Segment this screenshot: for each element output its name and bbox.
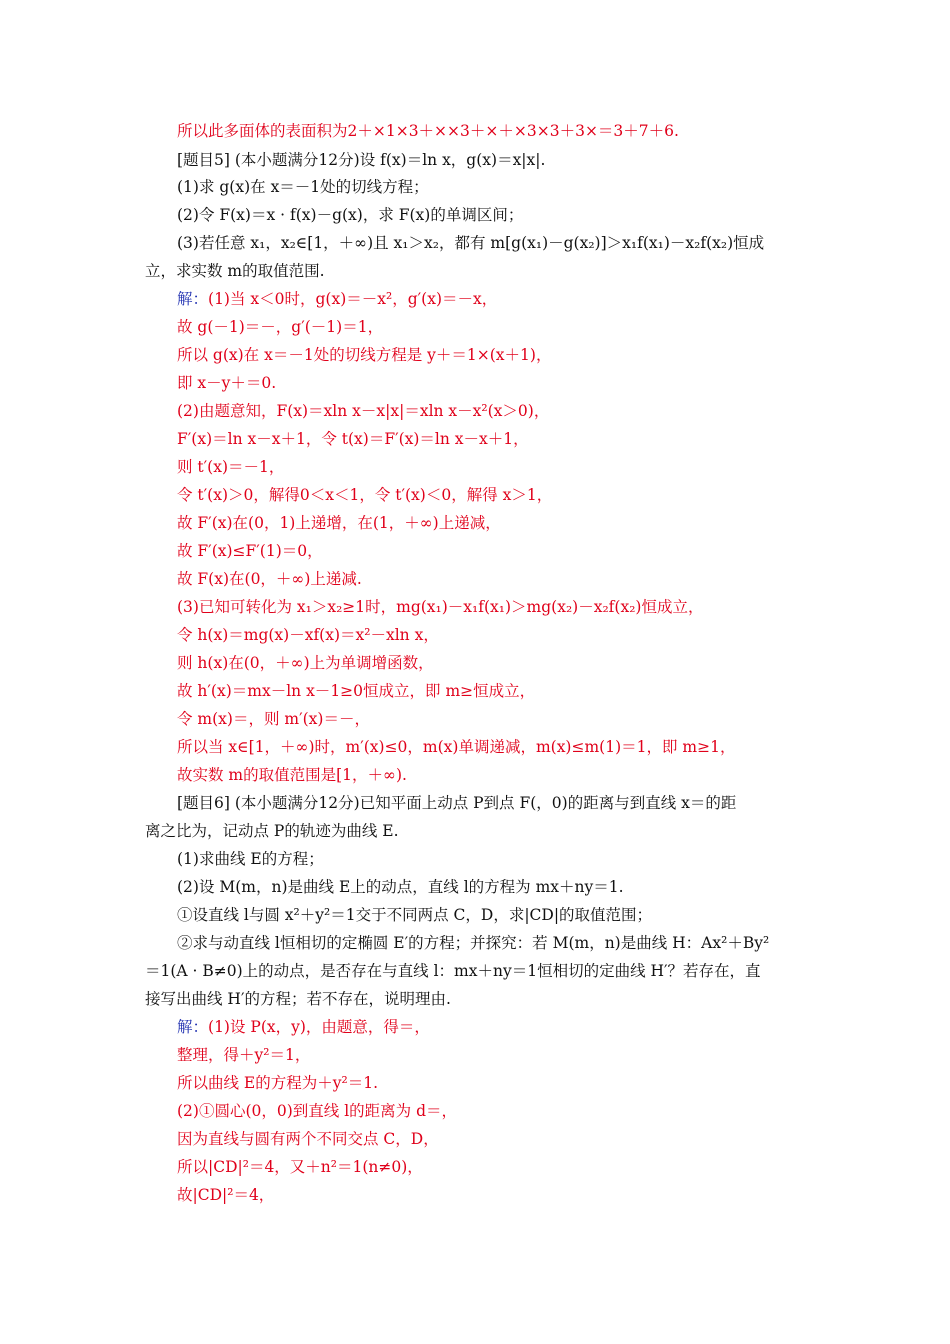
text-line: ①设直线 l与圆 x²＋y²＝1交于不同两点 C，D，求|CD|的取值范围； (177, 906, 653, 924)
text-line: (2)令 F(x)＝x · f(x)－g(x)，求 F(x)的单调区间； (177, 206, 524, 224)
text-line: 故 F′(x)在(0，1)上递增，在(1，＋∞)上递减， (177, 514, 501, 532)
text-line: 所以曲线 E的方程为＋y²＝1. (177, 1074, 379, 1092)
solution-text: (1)当 x＜0时，g(x)＝－x²，g′(x)＝－x， (208, 290, 498, 308)
text-line: 故|CD|²＝4， (177, 1186, 275, 1204)
text-line: (2)①圆心(0，0)到直线 l的距离为 d＝， (177, 1102, 458, 1120)
text-line: (3)若任意 x₁，x₂∈[1，＋∞)且 x₁＞x₂，都有 m[g(x₁)－g(x₂)]＞x₁f(x₁)－x₂f(x₂)恒成 (177, 234, 765, 252)
text-line: 令 t′(x)＞0，解得0＜x＜1，令 t′(x)＜0，解得 x＞1， (177, 486, 553, 504)
text-line: (2)设 M(m，n)是曲线 E上的动点，直线 l的方程为 mx＋ny＝1. (177, 878, 624, 896)
text-line: 故 g(－1)＝－，g′(－1)＝1， (177, 318, 384, 336)
problem-5-heading: [题目5] (本小题满分12分)设 f(x)＝ln x，g(x)＝x|x|. (177, 151, 546, 169)
text-line: 故实数 m的取值范围是[1，＋∞). (177, 766, 407, 784)
text-line: 离之比为，记动点 P的轨迹为曲线 E. (145, 822, 399, 840)
text-line: 整理，得＋y²＝1， (177, 1046, 311, 1064)
text-line: F′(x)＝ln x－x＋1，令 t(x)＝F′(x)＝ln x－x＋1， (177, 430, 529, 448)
text-line: 立，求实数 m的取值范围. (145, 262, 325, 280)
text-line: 所以|CD|²＝4，又＋n²＝1(n≠0)， (177, 1158, 423, 1176)
text-line: (3)已知可转化为 x₁＞x₂≥1时，mg(x₁)－x₁f(x₁)＞mg(x₂)－x₂f(x₂)恒成立， (177, 598, 704, 616)
text-line: 令 h(x)＝mg(x)－xf(x)＝x²－xln x， (177, 626, 439, 644)
text-line: 则 t′(x)＝－1， (177, 458, 285, 476)
solution-label: 解： (177, 1018, 209, 1036)
text-line: 所以当 x∈[1，＋∞)时，m′(x)≤0，m(x)单调递减，m(x)≤m(1)＝1，即 m≥1， (177, 738, 736, 756)
text-line: ＝1(A · B≠0)上的动点，是否存在与直线 l：mx＋ny＝1恒相切的定曲线 H′？若存在，直 (145, 962, 761, 980)
text-line: ②求与动直线 l恒相切的定椭圆 E′的方程；并探究：若 M(m，n)是曲线 H：Ax²＋By² (177, 934, 770, 952)
text-line: 即 x－y＋＝0. (177, 374, 277, 392)
text-line: (1)求 g(x)在 x＝－1处的切线方程； (177, 178, 429, 196)
text-line: (1)求曲线 E的方程； (177, 850, 324, 868)
text-line: 所以此多面体的表面积为2＋×1×3＋××3＋×＋×3×3＋3×＝3＋7＋6. (177, 122, 679, 140)
solution-line (177, 1017, 430, 1037)
solution-label: 解： (177, 290, 209, 308)
problem-6-heading: [题目6] (本小题满分12分)已知平面上动点 P到点 F(，0)的距离与到直线 x＝的距 (177, 794, 737, 812)
text-line: 则 h(x)在(0，＋∞)上为单调增函数， (177, 654, 434, 672)
text-line: 故 F′(x)≤F′(1)＝0， (177, 542, 323, 560)
solution-line (177, 289, 497, 309)
text-line: 因为直线与圆有两个不同交点 C，D， (177, 1130, 439, 1148)
solution-text: (1)设 P(x，y)，由题意，得＝， (208, 1018, 430, 1036)
text-line: 接写出曲线 H′的方程；若不存在，说明理由. (145, 990, 451, 1008)
text-line: 故 F(x)在(0，＋∞)上递减. (177, 570, 362, 588)
text-line: 故 h′(x)＝mx－ln x－1≥0恒成立，即 m≥恒成立， (177, 682, 536, 700)
text-line: (2)由题意知，F(x)＝xln x－x|x|＝xln x－x²(x＞0)， (177, 402, 550, 420)
text-line: 所以 g(x)在 x＝－1处的切线方程是 y＋＝1×(x＋1)， (177, 346, 552, 364)
text-line: 令 m(x)＝，则 m′(x)＝－， (177, 710, 370, 728)
